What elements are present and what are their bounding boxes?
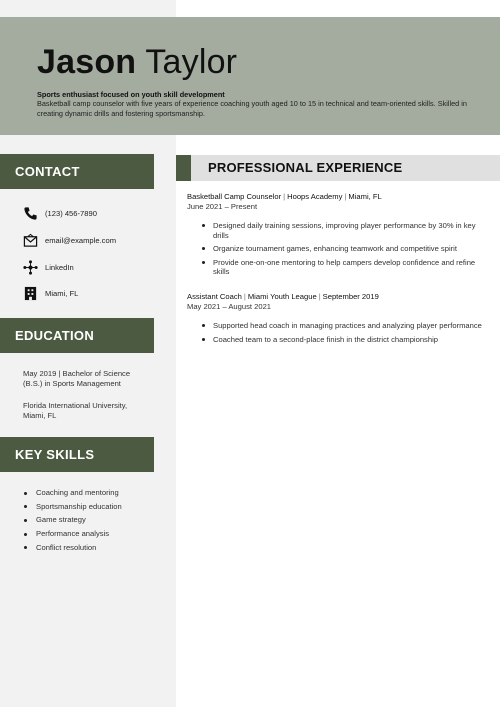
network-icon [22,259,38,275]
skill-text: Coaching and mentoring [36,488,119,497]
list-item [202,321,492,331]
skills-list [23,488,122,556]
bullet-dot [202,324,205,327]
job-company: Miami Youth League [247,292,317,301]
bullet-text: Provide one-on-one mentoring to help campers develop confidence and refine skills [213,257,476,277]
bullet-text: Organize tournament games, enhancing teamwork and competitive spirit [213,244,457,254]
contact-location [22,285,78,301]
contact-phone-text: (123) 456-7890 [45,208,97,218]
job-dates: June 2021 – Present [187,202,258,211]
education-heading: EDUCATION [0,318,154,353]
building-icon [22,285,38,301]
job-role: Assistant Coach [187,292,242,301]
contact-linkedin [22,259,74,275]
contact-linkedin-text: LinkedIn [45,262,74,272]
bullet-dot [24,546,27,549]
resume-header [0,17,500,135]
phone-icon [22,205,38,221]
list-item [23,529,122,543]
job-company: Hoops Academy [287,192,343,201]
skill-text: Performance analysis [36,529,110,539]
contact-heading: CONTACT [0,154,154,189]
job-bullets [187,221,487,277]
education-school: Florida International University, Miami, FL [23,401,128,420]
list-item [23,502,122,516]
job-bullets [187,321,487,344]
contact-email [22,232,116,248]
list-item [202,244,492,254]
envelope-icon [22,232,38,248]
skills-heading: KEY SKILLS [0,437,154,472]
bullet-dot [202,224,205,227]
list-item [23,515,122,529]
list-item [23,488,122,502]
skill-text: Sportsmanship education [36,501,122,511]
contact-location-text: Miami, FL [45,288,79,298]
contact-email-text: email@example.com [45,235,117,245]
bullet-dot [24,505,27,508]
bullet-dot [24,533,27,536]
bullet-dot [202,338,205,341]
bullet-dot [202,247,205,250]
contact-phone [22,205,97,221]
experience-heading-bar [176,155,500,181]
last-name: Taylor [145,43,238,81]
bullet-text: Coached team to a second-place finish in the district championship [213,334,438,344]
list-item [202,335,492,345]
bullet-text: Designed daily training sessions, improving player performance by 30% in key drills [213,221,476,240]
education-degree: May 2019 | Bachelor of Science (B.S.) in Sports Management [23,369,131,388]
bullet-dot [24,492,27,495]
job-entry [187,292,487,348]
job-location: Miami, FL [348,192,382,201]
job-title-line: Assistant Coach | Miami Youth League | September 2019 [187,292,379,301]
skill-text: Game strategy [36,515,86,525]
job-location: September 2019 [322,292,379,301]
bullet-text: Supported head coach in managing practices and analyzing player performance [213,321,482,330]
list-item [202,258,492,277]
list-item [202,221,492,240]
candidate-name [37,43,500,81]
bullet-dot [202,261,205,264]
job-dates: May 2021 – August 2021 [187,302,272,311]
heading-accent-bar [176,155,191,181]
list-item [23,543,122,557]
job-title-line: Basketball Camp Counselor | Hoops Academy | Miami, FL [187,192,382,201]
first-name: Jason [37,43,137,81]
bullet-dot [24,519,27,522]
tagline: Sports enthusiast focused on youth skill development [37,90,225,99]
summary: Basketball camp counselor with five years of experience coaching youth aged 10 to 15 in technical and team-oriented skills. Skilled in creating dynamic drills and fostering sportsmanship. [37,99,467,118]
experience-heading: PROFESSIONAL EXPERIENCE [208,160,403,175]
job-role: Basketball Camp Counselor [187,192,282,201]
skill-text: Conflict resolution [36,542,97,552]
job-entry [187,192,487,281]
